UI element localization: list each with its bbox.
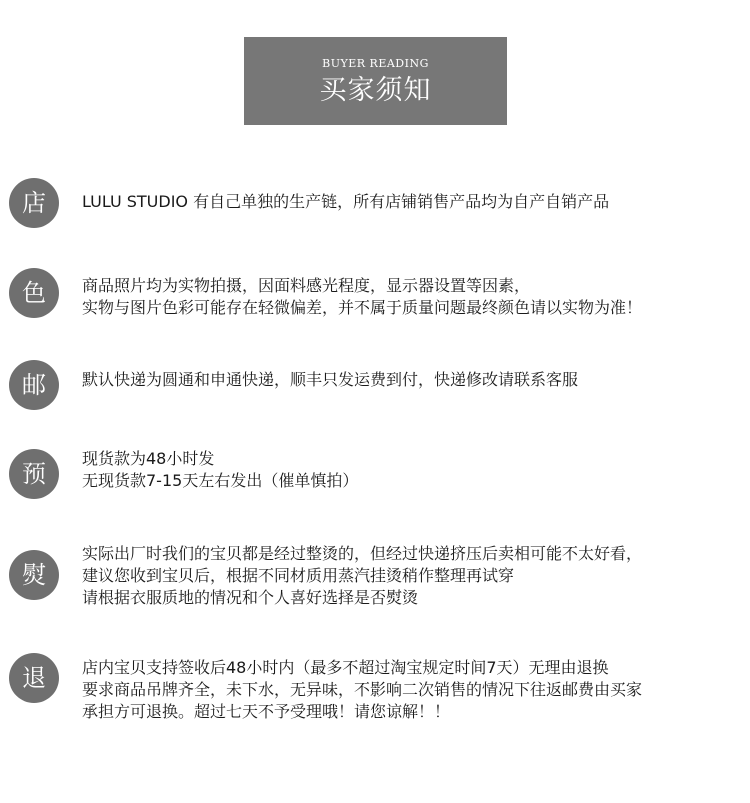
header-title-zh: 买家须知 — [319, 75, 432, 106]
notice-line: 店内宝贝支持签收后48小时内（最多不超过淘宝规定时间7天）无理由退换 — [82, 658, 609, 677]
badge-returns: 退 — [9, 653, 59, 703]
notice-line: LULU STUDIO 有自己单独的生产链，所有店铺销售产品均为自产自销产品 — [82, 192, 610, 211]
notice-presale — [9, 447, 739, 503]
notice-ironing-text — [82, 543, 642, 609]
notice-line: 实际出厂时我们的宝贝都是经过整烫的，但经过快递挤压后卖相可能不太好看， — [82, 544, 643, 563]
notice-returns-text — [82, 657, 642, 723]
badge-presale: 预 — [9, 449, 59, 499]
notice-store-text — [82, 191, 609, 213]
notice-line: 承担方可退换。超过七天不予受理哦！请您谅解！！ — [82, 702, 451, 721]
notice-line: 要求商品吊牌齐全，未下水，无异味，不影响二次销售的情况下往返邮费由买家 — [82, 680, 643, 699]
notice-shipping — [9, 358, 739, 412]
notice-line: 现货款为48小时发 — [82, 449, 215, 468]
notice-line: 建议您收到宝贝后，根据不同材质用蒸汽挂烫稍作整理再试穿 — [82, 566, 515, 585]
notice-returns — [9, 653, 739, 725]
notice-store — [9, 176, 739, 230]
badge-shipping: 邮 — [9, 360, 59, 410]
notice-ironing — [9, 542, 739, 612]
header-title-en: BUYER READING — [322, 57, 429, 70]
notice-line: 默认快递为圆通和申通快递，顺丰只发运费到付，快递修改请联系客服 — [82, 370, 579, 389]
notice-color-text — [82, 275, 642, 319]
buyer-reading-header — [244, 37, 507, 125]
notice-line: 无现货款7-15天左右发出（催单慎拍） — [82, 471, 359, 490]
badge-ironing: 熨 — [9, 550, 59, 600]
notice-line: 商品照片均为实物拍摄，因面料感光程度，显示器设置等因素， — [82, 276, 531, 295]
notice-presale-text — [82, 448, 358, 492]
notice-color — [9, 266, 739, 322]
notice-line: 请根据衣服质地的情况和个人喜好选择是否熨烫 — [82, 588, 419, 607]
badge-store: 店 — [9, 178, 59, 228]
notice-shipping-text — [82, 369, 578, 391]
notice-line: 实物与图片色彩可能存在轻微偏差，并不属于质量问题最终颜色请以实物为准！ — [82, 298, 643, 317]
badge-color: 色 — [9, 268, 59, 318]
